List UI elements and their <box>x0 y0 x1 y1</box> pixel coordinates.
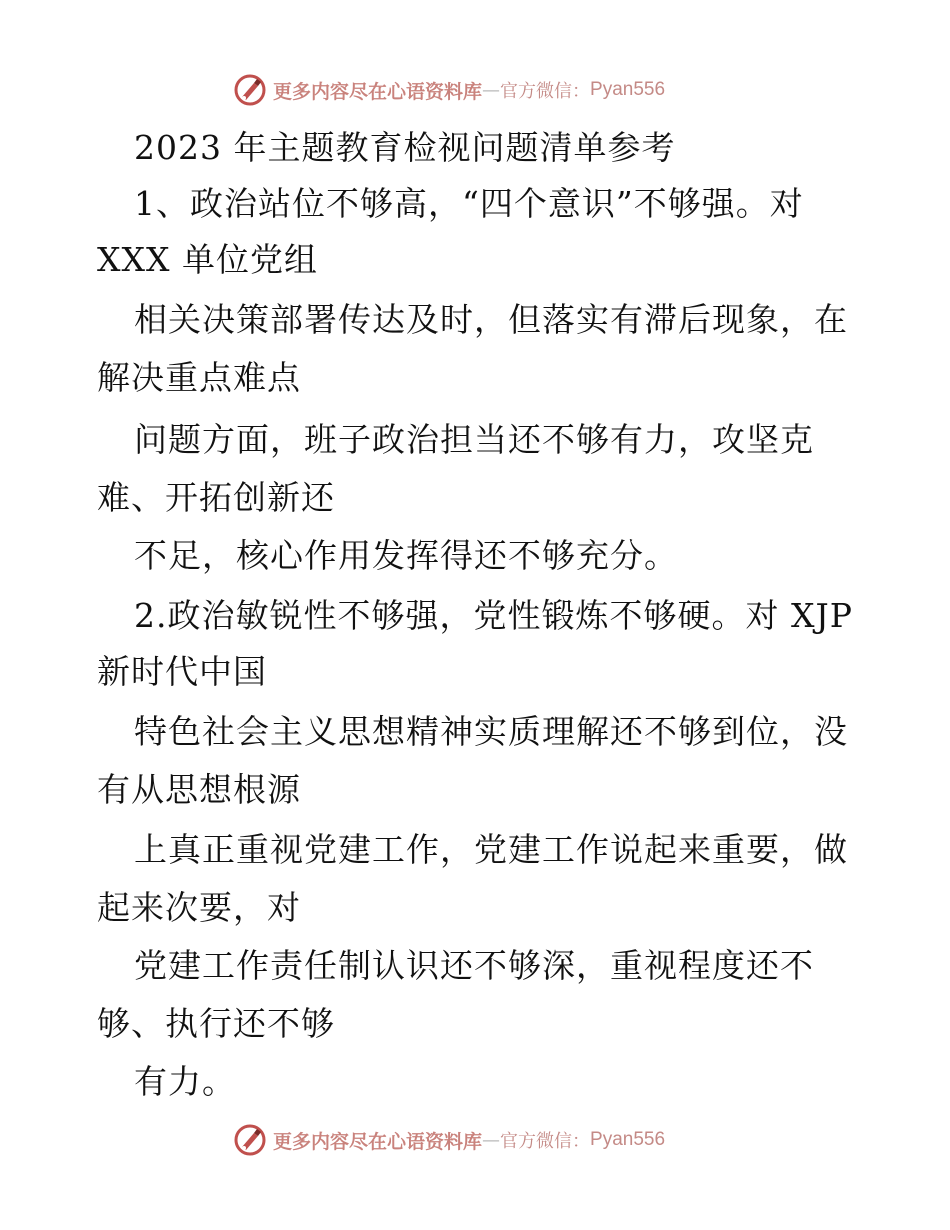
text-line: 1、政治站位不够高，“四个意识”不够强。对 <box>134 184 804 223</box>
watermark-wechat-label: 官方微信： <box>500 81 591 102</box>
text-line: XXX 单位党组 <box>97 240 318 279</box>
text-line: 有从思想根源 <box>97 770 301 809</box>
text-line: 难、开拓创新还 <box>97 478 335 517</box>
text-line: 起来次要，对 <box>97 888 301 927</box>
watermark-wechat-label: 官方微信： <box>500 1131 591 1152</box>
pen-seal-icon <box>233 73 267 107</box>
footer-watermark <box>233 1122 665 1158</box>
text-line: 2.政治敏锐性不够强，党性锻炼不够硬。对 XJP <box>134 596 853 635</box>
text-line: 党建工作责任制认识还不够深，重视程度还不 <box>134 946 814 985</box>
text-line: 有力。 <box>134 1062 236 1101</box>
text-line: 解决重点难点 <box>97 358 301 397</box>
watermark-wechat-id: Pyan556 <box>590 79 666 100</box>
text-line: 相关决策部署传达及时，但落实有滞后现象，在 <box>134 300 848 339</box>
text-line: 新时代中国 <box>97 652 267 691</box>
watermark-dash: — <box>482 1129 501 1151</box>
text-line: 够、执行还不够 <box>97 1004 335 1043</box>
watermark-brand: 更多内容尽在心语资料库 <box>273 80 483 103</box>
watermark-dash: — <box>482 79 501 101</box>
text-line: 问题方面，班子政治担当还不够有力，攻坚克 <box>134 420 814 459</box>
document-title: 2023 年主题教育检视问题清单参考 <box>134 128 676 167</box>
text-line: 上真正重视党建工作，党建工作说起来重要，做 <box>134 830 848 869</box>
pen-seal-icon <box>233 1123 267 1157</box>
header-watermark <box>233 72 665 108</box>
watermark-brand: 更多内容尽在心语资料库 <box>273 1130 483 1153</box>
text-line: 特色社会主义思想精神实质理解还不够到位，没 <box>134 712 848 751</box>
text-line: 不足，核心作用发挥得还不够充分。 <box>134 536 678 575</box>
watermark-wechat-id: Pyan556 <box>590 1129 666 1150</box>
